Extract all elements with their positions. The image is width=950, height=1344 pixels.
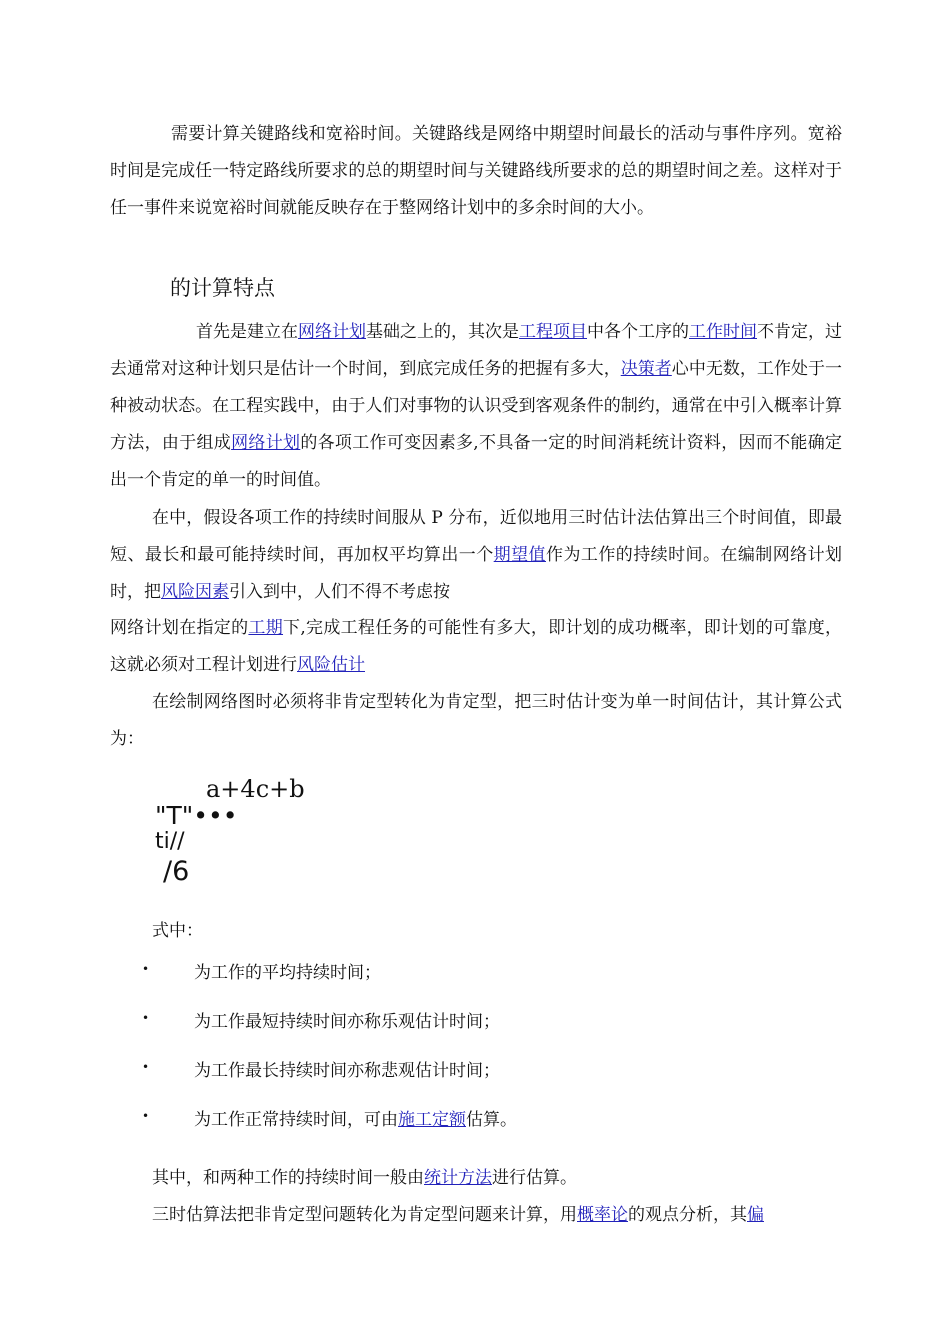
text-run: 三时估算法把非肯定型问题转化为肯定型问题来计算，用 bbox=[152, 1205, 577, 1225]
text-run: 在中，假设各项工作的持续时间服从 P 分布，近似地用三时估计法估算出三个时间值，即最短、最长和最可能持续时间，再加权平均算出一个 bbox=[110, 508, 842, 565]
link-risk-factors[interactable]: 风险因素 bbox=[161, 582, 229, 602]
text-run: 的观点分析，其 bbox=[628, 1205, 747, 1225]
list-item bbox=[194, 1105, 517, 1130]
formula-legend-label: 式中： bbox=[152, 921, 203, 941]
list-item: 为工作最短持续时间亦称乐观估计时间； bbox=[194, 1012, 500, 1032]
formula-numerator: a+4c+b bbox=[206, 775, 305, 803]
paragraph-reliability bbox=[110, 610, 842, 684]
text-run: 其中，和两种工作的持续时间一般由 bbox=[152, 1168, 424, 1188]
list-item: 为工作最长持续时间亦称悲观估计时间； bbox=[194, 1061, 500, 1081]
bullet-dot: • bbox=[142, 1060, 150, 1074]
text-run: 作为工作的持续时间。在编制网络计划时，把 bbox=[110, 545, 843, 602]
link-decision-maker[interactable]: 决策者 bbox=[620, 359, 672, 379]
bullet-dot: • bbox=[142, 962, 150, 976]
link-network-plan[interactable]: 网络计划 bbox=[298, 322, 366, 342]
text-run: 网络计划在指定的 bbox=[110, 618, 249, 638]
formula-subscript: ti// bbox=[155, 829, 185, 854]
paragraph-three-time-estimate bbox=[110, 500, 842, 611]
text-run: 心中无数，工作处于一种被动状态。在工程实践中，由于人们对事物的认识受到客观条件的制约，通常在中引入概率计算方法，由于组成 bbox=[110, 359, 843, 453]
text-run: 首先是建立在 bbox=[196, 322, 298, 342]
text-run: 中各个工序的 bbox=[587, 322, 689, 342]
text-run: 引入到中，人们不得不考虑按 bbox=[229, 582, 450, 602]
paragraph-characteristics bbox=[110, 314, 842, 499]
list-item: 为工作的平均持续时间； bbox=[194, 963, 381, 983]
bullet-dot: • bbox=[142, 1011, 150, 1025]
text-run: 下,完成工程任务的可能性有多大，即计划的成功概率，即计划的可靠度，这就必须对工程计划进行 bbox=[110, 618, 843, 675]
section-heading: 的计算特点 bbox=[170, 276, 275, 300]
paragraph-statistics bbox=[152, 1163, 577, 1188]
text-run: 的各项工作可变因素多,不具备一定的时间消耗统计资料，因而不能确定出一个肯定的单一的时间值。 bbox=[110, 433, 843, 490]
link-duration[interactable]: 工期 bbox=[248, 618, 284, 638]
paragraph-probability bbox=[152, 1200, 764, 1225]
paragraph-critical-path: 需要计算关键路线和宽裕时间。关键路线是网络中期望时间最长的活动与事件序列。宽裕时间是完成任一特定路线所要求的总的期望时间与关键路线所要求的总的期望时间之差。这样对于任一事件来说宽裕时间就能反映存在于整网络计划中的多余时间的大小。 bbox=[110, 124, 842, 218]
text-run: 进行估算。 bbox=[492, 1168, 577, 1188]
link-expected-value[interactable]: 期望值 bbox=[493, 545, 546, 565]
formula-denominator: /6 bbox=[163, 856, 190, 887]
link-probability-theory[interactable]: 概率论 bbox=[577, 1205, 628, 1225]
link-network-plan-2[interactable]: 网络计划 bbox=[231, 433, 301, 453]
text-run: 估算。 bbox=[466, 1110, 517, 1130]
link-work-time[interactable]: 工作时间 bbox=[689, 322, 757, 342]
formula-left-side: "T"••• bbox=[155, 801, 238, 830]
link-engineering-project[interactable]: 工程项目 bbox=[519, 322, 587, 342]
link-construction-quota[interactable]: 施工定额 bbox=[398, 1110, 466, 1130]
bullet-dot: • bbox=[142, 1109, 150, 1123]
paragraph-formula-intro: 在绘制网络图时必须将非肯定型转化为肯定型，把三时估计变为单一时间估计，其计算公式为： bbox=[110, 692, 842, 749]
text-run: 基础之上的，其次是 bbox=[366, 322, 519, 342]
link-bias[interactable]: 偏 bbox=[747, 1205, 764, 1225]
text-run: 为工作正常持续时间，可由 bbox=[194, 1110, 398, 1130]
link-risk-estimate[interactable]: 风险估计 bbox=[297, 655, 365, 675]
text-run: 不肯定，过去通常对这种计划只是估计一个时间，到底完成任务的把握有多大， bbox=[110, 322, 842, 379]
link-statistical-method[interactable]: 统计方法 bbox=[424, 1168, 492, 1188]
